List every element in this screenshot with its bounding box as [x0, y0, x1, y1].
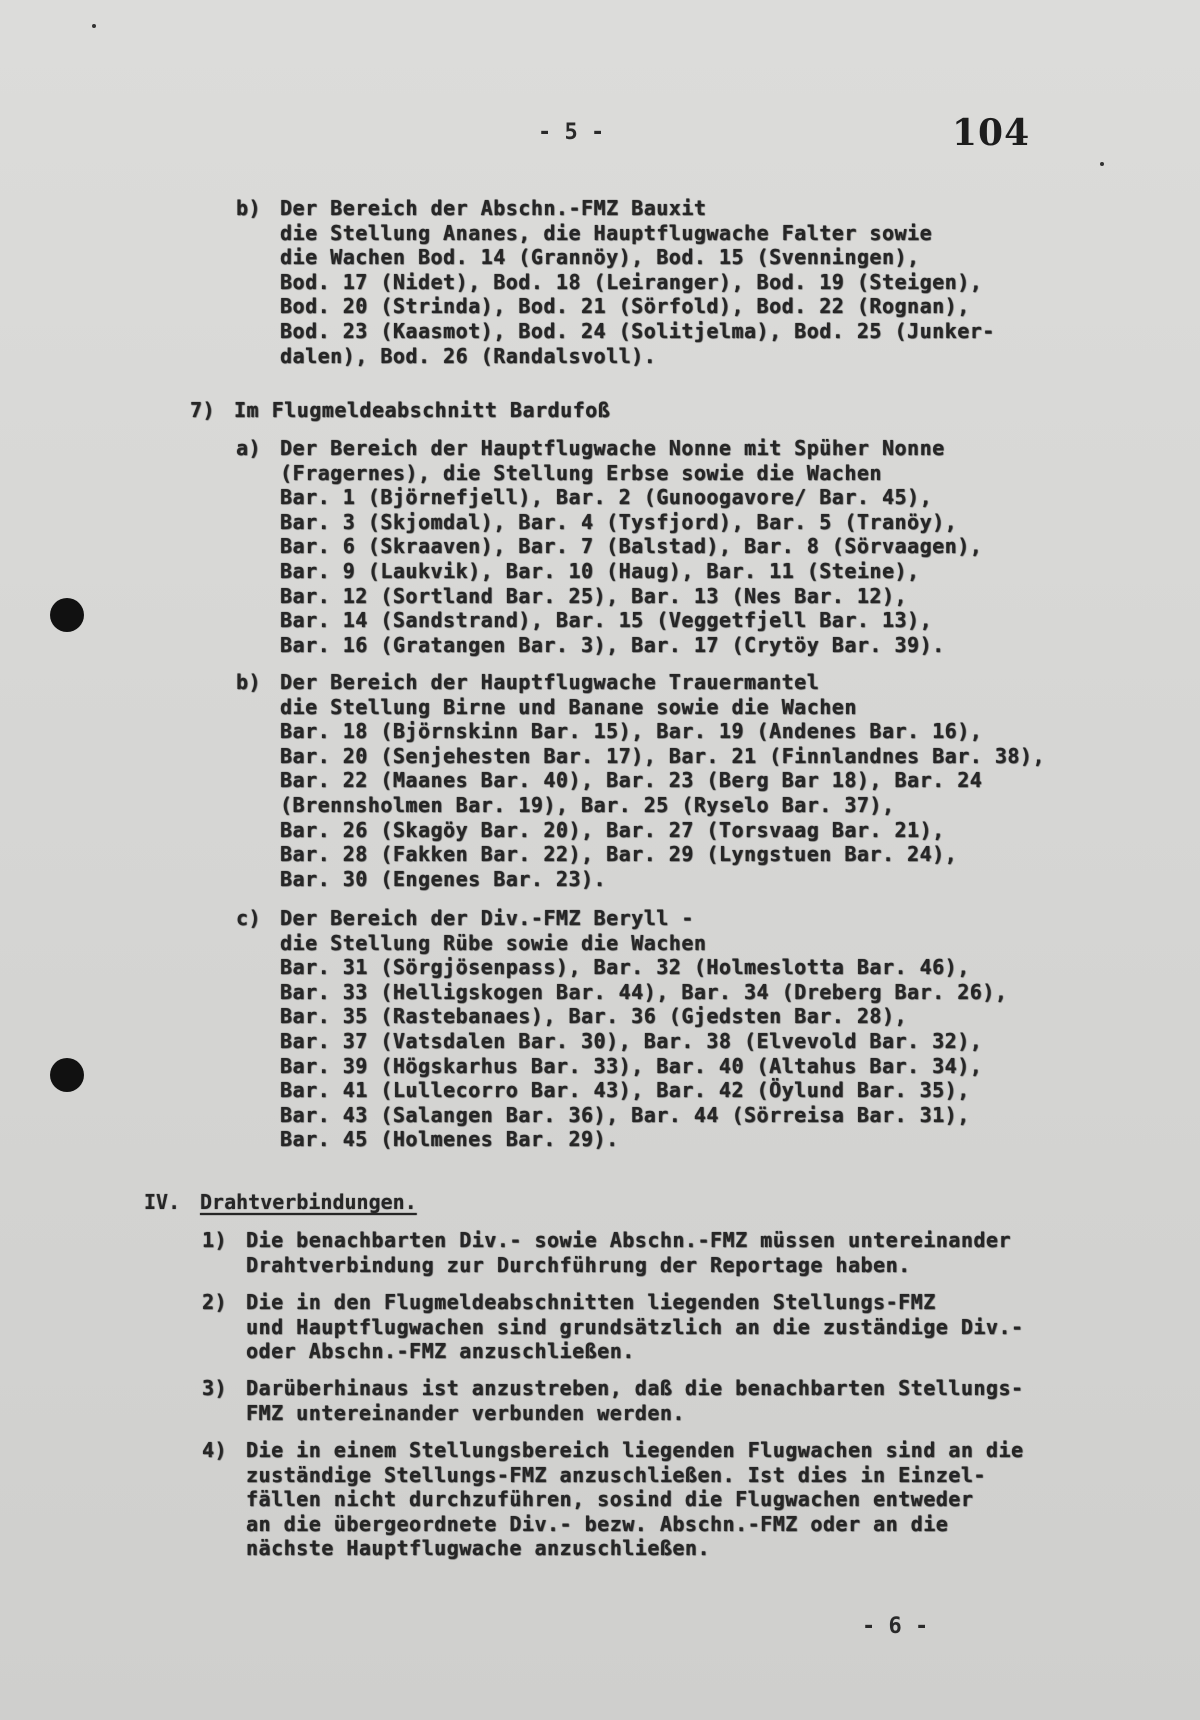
section-7-heading: Im Flugmeldeabschnitt Bardufoß	[234, 398, 611, 422]
item-label: 2)	[202, 1290, 228, 1314]
item-label: 4)	[202, 1438, 228, 1462]
punch-hole	[50, 598, 84, 632]
section-label: 7)	[190, 398, 216, 422]
folio-number: 104	[952, 112, 1031, 154]
ink-speck	[1100, 162, 1104, 166]
page-marker: - 5 -	[538, 120, 605, 145]
item-label: b)	[236, 196, 262, 220]
section-iv-title: Drahtverbindungen.	[200, 1190, 417, 1214]
section-iv-numeral: IV.	[144, 1190, 181, 1214]
item-label: 3)	[202, 1376, 228, 1400]
ink-speck	[92, 24, 96, 28]
section-iv-item-3: Darüberhinaus ist anzustreben, daß die benachbarten Stellungs- FMZ untereinander verbunden werden.	[246, 1376, 1024, 1425]
block-7a-text: Der Bereich der Hauptflugwache Nonne mit Spüher Nonne (Fragernes), die Stellung Erbse sowie die Wachen Bar. 1 (Björnefjell), Bar. 2 (Gunoogavore/ Bar. 45), Bar. 3 (Skjomdal), Bar. 4 (Tysfjord), Bar. 5 (Tranöy), Bar. 6 (Skraaven), Bar. 7 (Balstad), Bar. 8 (Sörvaagen), Bar. 9 (Laukvik), Bar. 10 (Haug), Bar. 11 (Steine), Bar. 12 (Sortland Bar. 25), Bar. 13 (Nes Bar. 12), Bar. 14 (Sandstrand), Bar. 15 (Veggetfjell Bar. 13), Bar. 16 (Gratangen Bar. 3), Bar. 17 (Crytöy Bar. 39).	[280, 436, 983, 657]
item-label: 1)	[202, 1228, 228, 1252]
block-6b-text: Der Bereich der Abschn.-FMZ Bauxit die Stellung Ananes, die Hauptflugwache Falter sowie die Wachen Bod. 14 (Grannöy), Bod. 15 (Svenningen), Bod. 17 (Nidet), Bod. 18 (Leiranger), Bod. 19 (Steigen), Bod. 20 (Strinda), Bod. 21 (Sörfold), Bod. 22 (Rognan), Bod. 23 (Kaasmot), Bod. 24 (Solitjelma), Bod. 25 (Junker- dalen), Bod. 26 (Randalsvoll).	[280, 196, 995, 368]
next-page-marker: - 6 -	[862, 1614, 929, 1639]
item-label: c)	[236, 906, 262, 930]
punch-hole	[50, 1058, 84, 1092]
block-7c-text: Der Bereich der Div.-FMZ Beryll - die Stellung Rübe sowie die Wachen Bar. 31 (Sörgjösenpass), Bar. 32 (Holmeslotta Bar. 46), Bar. 33 (Helligskogen Bar. 44), Bar. 34 (Dreberg Bar. 26), Bar. 35 (Rastebanaes), Bar. 36 (Gjedsten Bar. 28), Bar. 37 (Vatsdalen Bar. 30), Bar. 38 (Elvevold Bar. 32), Bar. 39 (Högskarhus Bar. 33), Bar. 40 (Altahus Bar. 34), Bar. 41 (Lullecorro Bar. 43), Bar. 42 (Öylund Bar. 35), Bar. 43 (Salangen Bar. 36), Bar. 44 (Sörreisa Bar. 31), Bar. 45 (Holmenes Bar. 29).	[280, 906, 1008, 1152]
item-label: a)	[236, 436, 262, 460]
section-iv-item-1: Die benachbarten Div.- sowie Abschn.-FMZ müssen untereinander Drahtverbindung zur Durchführung der Reportage haben.	[246, 1228, 1012, 1277]
block-7b-text: Der Bereich der Hauptflugwache Trauermantel die Stellung Birne und Banane sowie die Wachen Bar. 18 (Björnskinn Bar. 15), Bar. 19 (Andenes Bar. 16), Bar. 20 (Senjehesten Bar. 17), Bar. 21 (Finnlandnes Bar. 38), Bar. 22 (Maanes Bar. 40), Bar. 23 (Berg Bar 18), Bar. 24 (Brennsholmen Bar. 19), Bar. 25 (Ryselo Bar. 37), Bar. 26 (Skagöy Bar. 20), Bar. 27 (Torsvaag Bar. 21), Bar. 28 (Fakken Bar. 22), Bar. 29 (Lyngstuen Bar. 24), Bar. 30 (Engenes Bar. 23).	[280, 670, 1046, 891]
section-iv-item-2: Die in den Flugmeldeabschnitten liegenden Stellungs-FMZ und Hauptflugwachen sind grundsätzlich an die zuständige Div.- oder Abschn.-FMZ anzuschließen.	[246, 1290, 1024, 1364]
section-iv-item-4: Die in einem Stellungsbereich liegenden Flugwachen sind an die zuständige Stellungs-FMZ anzuschließen. Ist dies in Einzel- fällen nicht durchzuführen, sosind die Flugwachen entweder an die übergeordnete Div.- bezw. Abschn.-FMZ oder an die nächste Hauptflugwache anzuschließen.	[246, 1438, 1024, 1561]
item-label: b)	[236, 670, 262, 694]
